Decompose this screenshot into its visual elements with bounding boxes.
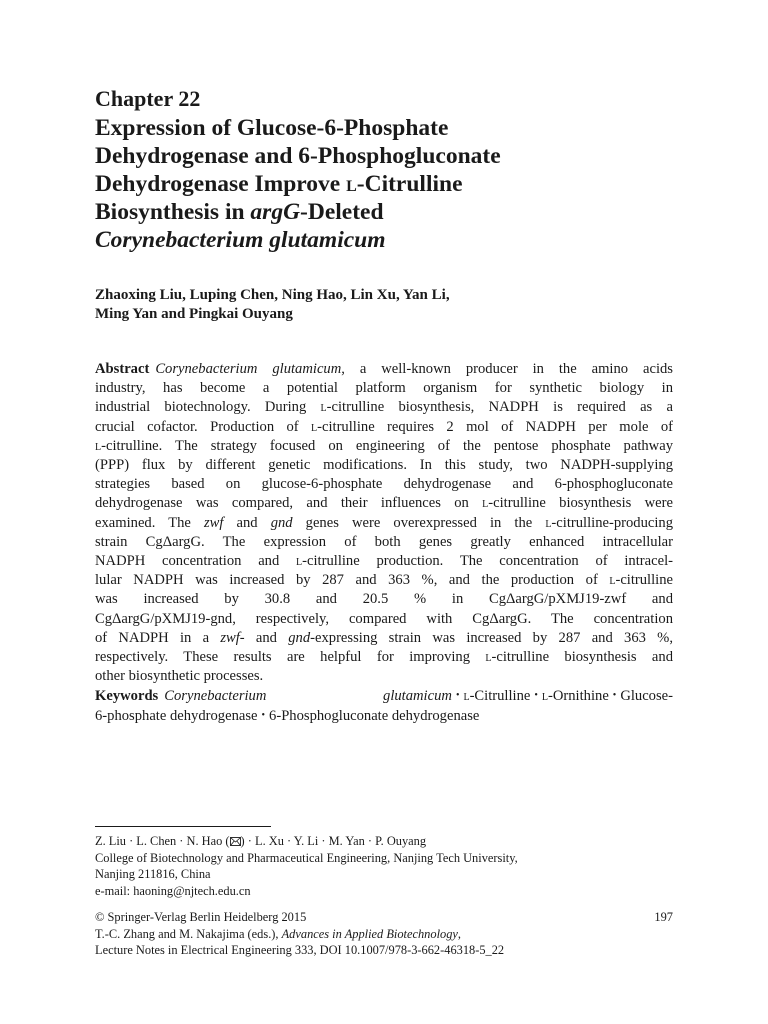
title-line [95, 198, 655, 226]
book-title: Advances in Applied Biotechnology [281, 926, 458, 941]
keyword-separator: • [261, 710, 266, 722]
abstract-section [95, 360, 673, 686]
gene-name: gnd [288, 629, 311, 646]
abstract-text: examined. The [95, 514, 204, 531]
email-address: e-mail: haoning@njtech.edu.cn [95, 883, 251, 898]
abstract-line [95, 437, 673, 456]
abstract-smallcaps: l [296, 553, 303, 570]
envelope-icon [230, 837, 241, 846]
abstract-text: -expressing strain was increased by 287 and 363 %, [310, 629, 673, 646]
abstract-line: (PPP) flux by different genetic modifications. In this study, two NADPH-supplying [95, 457, 673, 474]
editors-text: , [457, 926, 462, 941]
title-text-smallcaps: l [346, 171, 357, 197]
keyword: Glucose- [620, 688, 673, 704]
keyword: Corynebacterium glutamicum [164, 688, 452, 704]
chapter-label: Chapter 22 [95, 86, 201, 111]
gene-name: gnd [270, 514, 293, 531]
abstract-smallcaps: l [609, 572, 616, 589]
abstract-line [95, 494, 673, 513]
abstract-line [95, 360, 673, 379]
title-line [95, 114, 655, 142]
abstract-text: of NADPH in a [95, 629, 221, 646]
title-text: Dehydrogenase and 6-Phosphogluconate [95, 143, 501, 169]
abstract-smallcaps: l [320, 399, 327, 416]
author-line: Ming Yan and Pingkai Ouyang [95, 306, 293, 322]
abstract-text: -citrulline biosynthesis, NADPH is required as a [326, 399, 673, 416]
title-line [95, 142, 655, 170]
abstract-line [95, 629, 673, 648]
abstract-text: -citrulline requires 2 mol of NADPH per mole of [317, 418, 673, 435]
chapter-title [95, 114, 655, 254]
address: Nanjing 211816, China [95, 867, 211, 882]
abstract-line [95, 571, 673, 590]
footnote-rule [95, 826, 271, 827]
abstract-line [95, 514, 673, 533]
keywords-line [95, 707, 673, 727]
editors-text: T.-C. Zhang and M. Nakajima (eds.), [95, 926, 282, 941]
title-text: Biosynthesis in [95, 199, 251, 225]
keyword-separator: • [612, 690, 617, 701]
abstract-line [95, 552, 673, 571]
abstract-text: -citrulline biosynthesis were [488, 495, 673, 512]
keyword: 6-Phosphogluconate dehydrogenase [269, 708, 480, 725]
keyword-separator: • [455, 690, 460, 701]
keyword: 6-phosphate dehydrogenase [95, 708, 258, 725]
abstract-smallcaps: l [95, 437, 102, 454]
title-text-italic: argG [250, 199, 301, 225]
abstract-line [95, 648, 673, 667]
abstract-text: -citrulline-producing [551, 514, 673, 531]
keywords-section [95, 687, 673, 727]
abstract-line: strain CgΔargG. The expression of both genes greatly enhanced intracellular [95, 533, 673, 550]
abstract-line: strategies based on glucose-6-phosphate dehydrogenase and 6-phosphogluconate [95, 476, 673, 493]
author-line: Zhaoxing Liu, Luping Chen, Ning Hao, Lin Xu, Yan Li, [95, 287, 450, 303]
abstract-line: CgΔargG/pXMJ19-gnd, respectively, compared with CgΔargG. The concentration [95, 610, 673, 627]
abstract-line: other biosynthetic processes. [95, 668, 264, 685]
abstract-smallcaps: l [545, 514, 552, 531]
keyword-smallcaps: l [463, 688, 470, 704]
abstract-text: genes were overexpressed in the [292, 514, 546, 531]
abstract-line: was increased by 30.8 and 20.5 % in CgΔargG/pXMJ19-zwf and [95, 591, 673, 608]
footnote-text: ) · L. Xu · Y. Li · M. Yan · P. Ouyang [240, 834, 427, 848]
abstract-text: - and [239, 629, 289, 646]
abstract-text: crucial cofactor. Production of [95, 418, 312, 435]
abstract-text: , a well-known producer in the amino acids [341, 361, 673, 377]
abstract-smallcaps: l [311, 418, 318, 435]
copyright-line: © Springer-Verlag Berlin Heidelberg 2015 [95, 910, 307, 924]
gene-name: zwf [220, 629, 240, 646]
title-line [95, 226, 655, 254]
keywords-line [95, 687, 673, 707]
abstract-text: and [223, 514, 271, 531]
abstract-text: -citrulline. The strategy focused on engineering of the pentose phosphate pathway [101, 437, 673, 454]
author-affiliation-footnote [95, 833, 675, 899]
publication-info [95, 909, 675, 959]
keywords-heading: Keywords [95, 688, 159, 704]
author-list [95, 286, 655, 324]
abstract-italic: Corynebacterium glutamicum [155, 361, 342, 377]
abstract-text: -citrulline biosynthesis and [491, 649, 673, 666]
page-number: 197 [654, 910, 673, 924]
abstract-heading: Abstract [95, 361, 150, 377]
abstract-line [95, 418, 673, 437]
keyword-separator: • [534, 690, 538, 701]
abstract-text: NADPH concentration and [95, 553, 297, 570]
editors-line [95, 926, 675, 943]
gene-name: zwf [203, 514, 224, 531]
title-text: -Deleted [300, 199, 384, 225]
abstract-line: industry, has become a potential platform organism for synthetic biology in [95, 380, 673, 397]
title-text: Expression of Glucose-6-Phosphate [95, 115, 449, 141]
title-line [95, 170, 655, 198]
keyword: -Ornithine [548, 688, 609, 704]
title-text: -Citrulline [356, 171, 463, 197]
title-text: Dehydrogenase Improve [95, 171, 347, 197]
abstract-smallcaps: l [482, 495, 489, 512]
affiliation: College of Biotechnology and Pharmaceutical Engineering, Nanjing Tech University, [95, 850, 518, 865]
abstract-text: -citrulline production. The concentration of intracel- [302, 553, 673, 570]
abstract-text: -citrulline [615, 572, 673, 589]
abstract-text: industrial biotechnology. During [95, 399, 321, 416]
keyword: -Citrulline [469, 688, 531, 704]
abstract-text: lular NADPH was increased by 287 and 363 %, and the production of [95, 572, 610, 589]
abstract-smallcaps: l [485, 649, 492, 666]
abstract-text: respectively. These results are helpful for improving [95, 649, 486, 666]
abstract-text: dehydrogenase was compared, and their influences on [95, 495, 483, 512]
abstract-line [95, 398, 673, 417]
footnote-text: Z. Liu · L. Chen · N. Hao ( [95, 834, 230, 848]
footnote-authors [95, 833, 675, 850]
title-text-italic: Corynebacterium glutamicum [95, 227, 386, 253]
series-doi-line: Lecture Notes in Electrical Engineering 333, DOI 10.1007/978-3-662-46318-5_22 [95, 943, 505, 958]
keyword-smallcaps: l [541, 688, 548, 704]
